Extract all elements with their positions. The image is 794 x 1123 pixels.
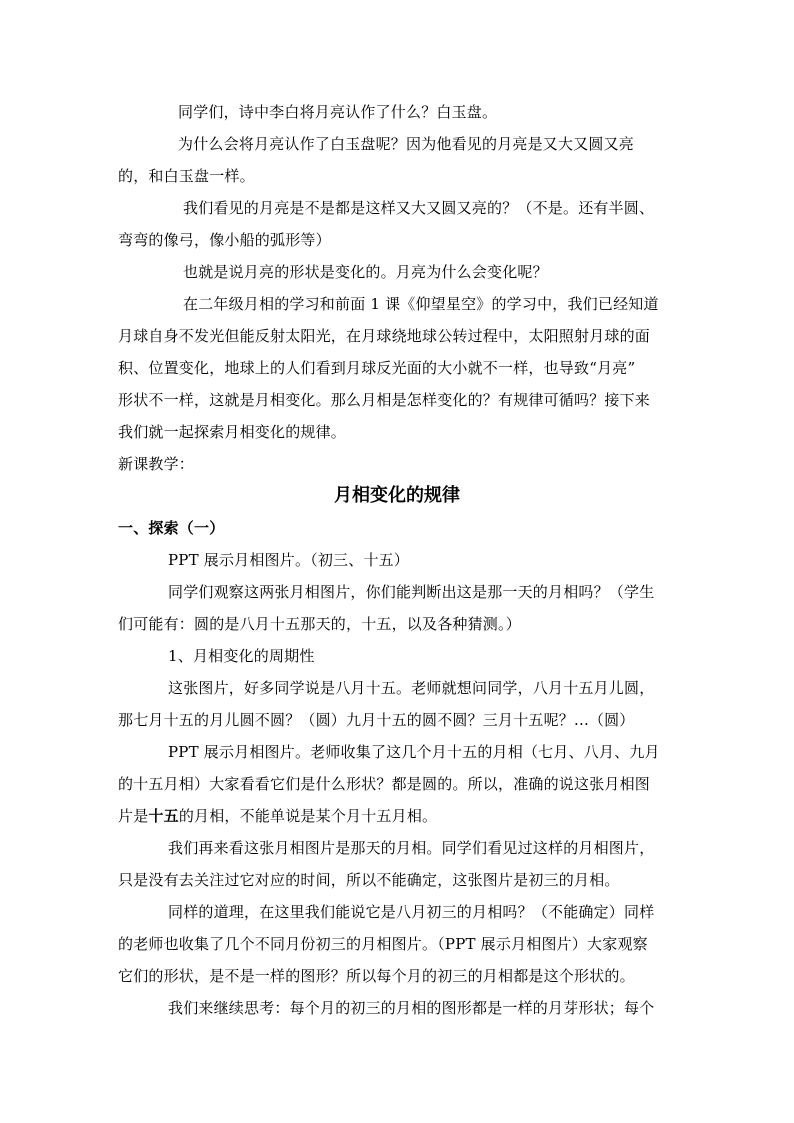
- paragraph-line: 我们就一起探索月相变化的规律。: [118, 423, 347, 441]
- paragraph-line: 同学们，诗中李白将月亮认作了什么？白玉盘。: [178, 103, 498, 121]
- paragraph-line: 为什么会将月亮认作了白玉盘呢？因为他看见的月亮是又大又圆又亮: [178, 135, 635, 153]
- section-heading: 一、探索（一）: [118, 519, 225, 537]
- paragraph-line: 我们再来看这张月相图片是那天的月相。同学们看见过这样的月相图片，: [168, 839, 655, 857]
- paragraph-line: 同学们观察这两张月相图片，你们能判断出这是那一天的月相吗？（学生: [168, 583, 655, 601]
- paragraph-line: 我们看见的月亮是不是都是这样又大又圆又亮的？（不是。还有半圆、: [183, 199, 655, 217]
- paragraph-line: 们可能有：圆的是八月十五那天的，十五，以及各种猜测。）: [118, 615, 521, 633]
- paragraph-line: 的老师也收集了几个不同月份初三的月相图片。（PPT 展示月相图片）大家观察: [118, 935, 648, 953]
- paragraph-line: 的十五月相）大家看看它们是什么形状？都是圆的。所以，准确的说这张月相图: [118, 775, 651, 793]
- paragraph-line: 积、位置变化，地球上的人们看到月球反光面的大小就不一样，也导致“月亮”: [118, 359, 636, 377]
- paragraph-line: 也就是说月亮的形状是变化的。月亮为什么会变化呢？: [183, 263, 548, 281]
- section-title: 月相变化的规律: [334, 485, 460, 506]
- paragraph-line: 新课教学：: [118, 455, 195, 473]
- paragraph-line: 弯弯的像弓，像小船的弧形等）: [118, 231, 331, 249]
- paragraph-line: PPT 展示月相图片。（初三、十五）: [168, 551, 410, 569]
- paragraph-line: 在二年级月相的学习和前面 1 课《仰望星空》的学习中，我们已经知道: [183, 295, 659, 313]
- paragraph-line: 形状不一样，这就是月相变化。那么月相是怎样变化的？有规律可循吗？接下来: [118, 391, 651, 409]
- text-fragment: 的月相，不能单说是某个月十五月相。: [178, 807, 438, 825]
- paragraph-line: [118, 806, 678, 826]
- paragraph-line: 月球自身不发光但能反射太阳光，在月球绕地球公转过程中，太阳照射月球的面: [118, 327, 651, 345]
- paragraph-line: 只是没有去关注过它对应的时间，所以不能确定，这张图片是初三的月相。: [118, 871, 620, 889]
- text-fragment: 片是: [118, 807, 149, 825]
- paragraph-line: PPT 展示月相图片。老师收集了这几个月十五的月相（七月、八月、九月: [168, 743, 660, 761]
- subsection-heading: 1、月相变化的周期性: [168, 647, 315, 665]
- emphasis-text: 十五: [148, 807, 179, 825]
- paragraph-line: 我们来继续思考：每个月的初三的月相的图形都是一样的月芽形状；每个: [168, 999, 655, 1017]
- paragraph-line: 同样的道理，在这里我们能说它是八月初三的月相吗？（不能确定）同样: [168, 903, 655, 921]
- paragraph-line: 它们的形状，是不是一样的图形？所以每个月的初三的月相都是这个形状的。: [118, 967, 635, 985]
- paragraph-line: 的，和白玉盘一样。: [118, 167, 255, 185]
- paragraph-line: 那七月十五的月儿圆不圆？（圆）九月十五的圆不圆？三月十五呢？...（圆）: [118, 711, 635, 729]
- paragraph-line: 这张图片，好多同学说是八月十五。老师就想问同学，八月十五月儿圆，: [168, 679, 655, 697]
